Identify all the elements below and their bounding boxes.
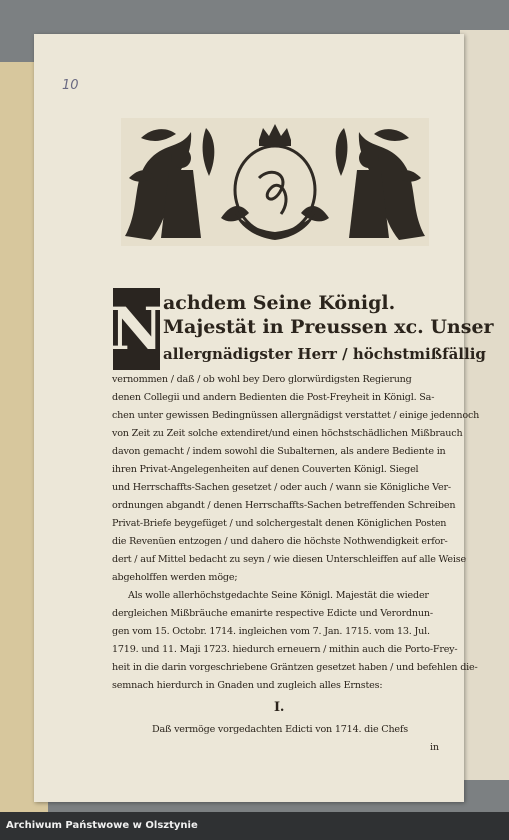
text-line: Privat-Briefe beygefüget / und solchergestalt denen Königlichen Posten [112,518,447,529]
text-line: Daß vermöge vorgedachten Edicti von 1714. die Chefs [152,724,408,735]
section-number: I. [274,700,285,715]
text-line: semnach hierdurch in Gnaden und zugleich alles Ernstes: [112,680,383,691]
text-line: davon gemacht / indem sowohl die Subalternen, als andere Bediente in [112,446,446,457]
royal-crest-ornament [121,118,429,246]
heading-line-2: Majestät in Preussen xc. Unser [163,316,494,338]
text-line: 1719. und 11. Maji 1723. hiedurch erneuern / mithin auch die Porto-Frey- [112,644,458,655]
text-line: von Zeit zu Zeit solche extendiret/und einen höchstschädlichen Mißbrauch [112,428,463,439]
text-line: die Revenüen entzogen / und dahero die höchste Nothwendigkeit erfor- [112,536,448,547]
archive-footer: Archiwum Państwowe w Olsztynie [0,812,509,840]
catchword: in [430,742,439,753]
text-line: Als wolle allerhöchstgedachte Seine Königl. Majestät die wieder [128,590,429,601]
decorated-initial: N [113,288,160,370]
text-line: dert / auf Mittel bedacht zu seyn / wie diesen Unterschleiffen auf alle Weise [112,554,466,565]
archive-page-number: 10 [62,78,79,93]
text-line: ihren Privat-Angelegenheiten auf denen Couverten Königl. Siegel [112,464,419,475]
text-line: abgeholffen werden möge; [112,572,238,583]
text-line: heit in die darin vorgeschriebene Gräntzen gesetzet haben / und befehlen die- [112,662,478,673]
text-line: und Herrschaffts-Sachen gesetzet / oder auch / wann sie Königliche Ver- [112,482,451,493]
text-line: vernommen / daß / ob wohl bey Dero glorwürdigsten Regierung [112,374,412,385]
text-line: gen vom 15. Octobr. 1714. ingleichen vom 7. Jan. 1715. vom 13. Jul. [112,626,430,637]
text-line: ordnungen abgandt / denen Herrschaffts-Sachen betreffenden Schreiben [112,500,456,511]
text-line: dergleichen Mißbräuche emanirte respective Edicte und Verordnun- [112,608,433,619]
text-line: denen Collegii und andern Bedienten die Post-Freyheit in Königl. Sa- [112,392,435,403]
heading-line-3: allergnädigster Herr / höchstmißfällig [163,345,486,363]
text-line: chen unter gewissen Bedingnüssen allergnädigst verstattet / einige jedennoch [112,410,480,421]
heading-line-1: achdem Seine Königl. [163,292,396,314]
